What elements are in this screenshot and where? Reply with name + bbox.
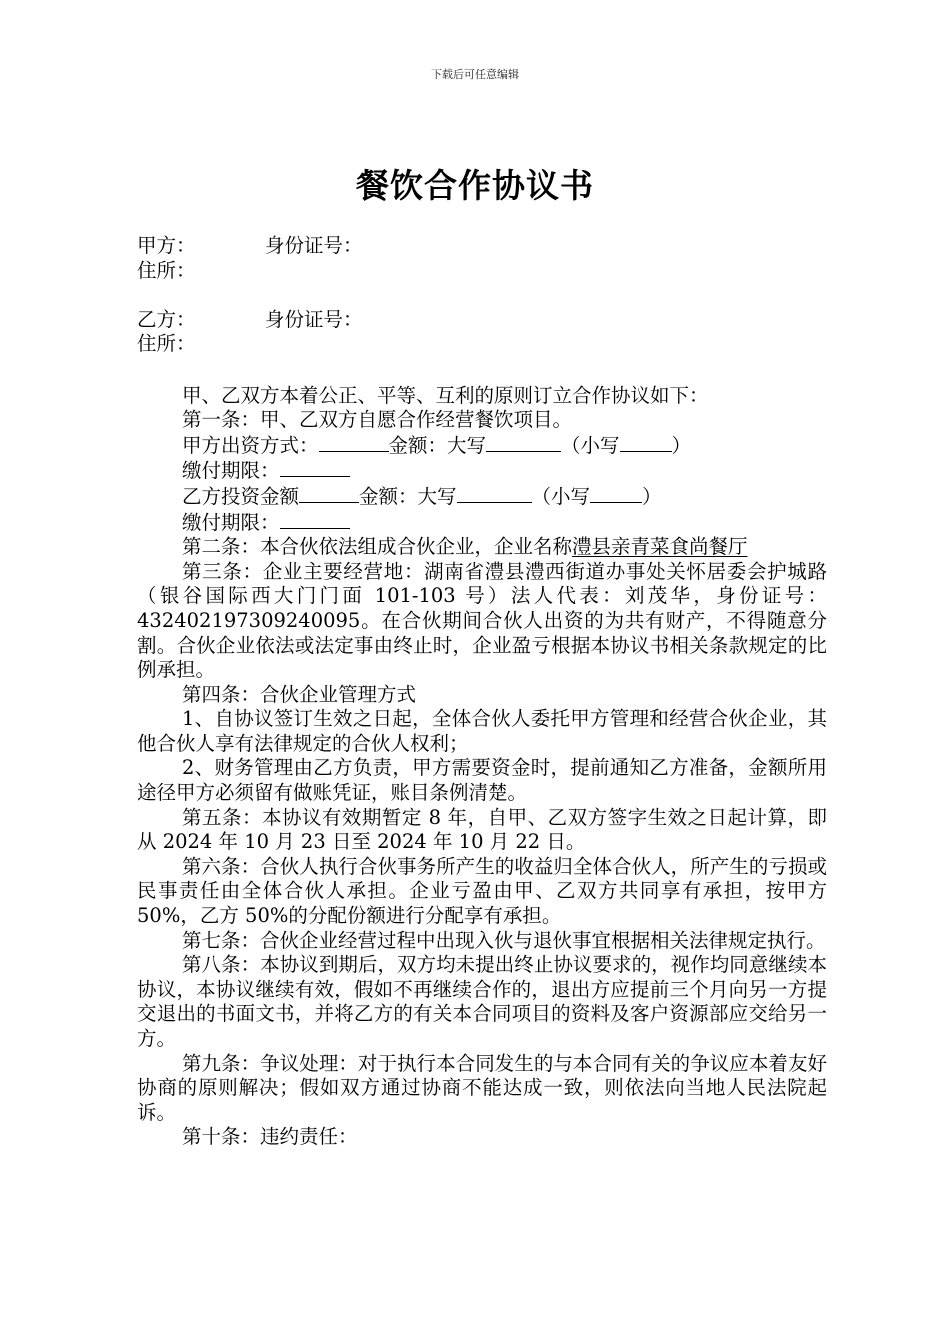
party-a-payment-deadline	[137, 458, 827, 484]
header-note: 下载后可任意编辑	[431, 68, 519, 81]
party-a-small-close: ）	[671, 433, 692, 457]
party-b-address: 住所：	[137, 332, 196, 356]
article-9: 第九条：争议处理：对于执行本合同发生的与本合同有关的争议应本着友好协商的原则解决；假如双方通过协商不能达成一致，则依法向当地人民法院起诉。	[137, 1051, 827, 1124]
enterprise-name: 澧县亲青菜食尚餐厅	[572, 535, 748, 559]
article-10: 第十条：违约责任：	[182, 1125, 358, 1149]
article-5: 第五条：本协议有效期暂定 8 年，自甲、乙双方签字生效之日起计算，即从 2024 年 10 月 23 日至 2024 年 10 月 22 日。	[137, 805, 827, 854]
party-b-payment-deadline	[137, 510, 827, 536]
party-b-invest-prefix: 乙方投资金额	[182, 484, 300, 508]
article-8: 第八条：本协议到期后，双方均未提出终止协议要求的，视作均同意继续本协议，本协议继续有效，假如不再继续合作的，退出方应提前三个月向另一方提交退出的书面文书，并将乙方的有关本合同项目的资料及客户资源部应交给另一方。	[137, 953, 827, 1050]
party-a-id-label: 身份证号：	[265, 234, 363, 257]
blank-field	[280, 510, 350, 529]
party-a-small-open: （小写	[561, 433, 620, 457]
party-b-label: 乙方：	[137, 307, 196, 331]
party-b-small-open: （小写	[531, 484, 591, 508]
article-4-item-2: 2、财务管理由乙方负责，甲方需要资金时，提前通知乙方准备，金额所用途径甲方必须留有做账凭证，账目条例清楚。	[137, 756, 827, 805]
blank-field	[486, 433, 561, 452]
document-body	[137, 234, 827, 1150]
party-b-amount-label: 金额：大写	[359, 484, 457, 508]
payment-deadline-label: 缴付期限：	[182, 459, 280, 483]
party-a-line	[137, 234, 827, 259]
document-title: 餐饮合作协议书	[356, 166, 594, 205]
blank-field	[457, 484, 532, 503]
article-2-text: 第二条：本合伙依法组成合伙企业，企业名称	[182, 535, 573, 559]
article-1: 第一条：甲、乙双方自愿合作经营餐饮项目。	[182, 408, 573, 432]
party-a-invest-prefix: 甲方出资方式：	[182, 433, 319, 457]
party-a-amount-label: 金额：大写	[388, 433, 487, 457]
blank-field	[319, 433, 389, 452]
party-a-label: 甲方：	[137, 234, 196, 257]
blank-field	[299, 484, 359, 503]
party-b-id-label: 身份证号：	[265, 307, 363, 331]
blank-field	[590, 484, 642, 503]
payment-deadline-label: 缴付期限：	[182, 510, 280, 534]
party-b-line	[137, 308, 827, 333]
article-3: 第三条：企业主要经营地：湖南省澧县澧西街道办事处关怀居委会护城路（银谷国际西大门门面 101-103 号）法人代表：刘茂华，身份证号：432402197309240095。在合伙期间合伙人出资的为共有财产，不得随意分割。合伙企业依法或法定事由终止时，企业盈亏根据本协议书相关条款规定的比例承担。	[137, 559, 827, 682]
article-4-item-1: 1、自协议签订生效之日起，全体合伙人委托甲方管理和经营合伙企业，其他合伙人享有法律规定的合伙人权利；	[137, 707, 827, 755]
blank-field	[280, 458, 350, 477]
party-b-investment-line	[137, 484, 827, 510]
intro-paragraph: 甲、乙双方本着公正、平等、互利的原则订立合作协议如下：	[182, 383, 709, 407]
party-a-address: 住所：	[137, 258, 196, 282]
blank-field	[620, 433, 672, 452]
article-7: 第七条：合伙企业经营过程中出现入伙与退伙事宜根据相关法律规定执行。	[182, 928, 826, 952]
party-b-small-close: ）	[642, 484, 662, 508]
article-2	[137, 535, 827, 560]
article-4: 第四条：合伙企业管理方式	[182, 682, 417, 706]
article-6: 第六条：合伙人执行合伙事务所产生的收益归全体合伙人，所产生的亏损或民事责任由全体合伙人承担。企业亏盈由甲、乙双方共同享有承担，按甲方 50%，乙方 50%的分配份额进行分配享有承担。	[137, 854, 827, 928]
party-a-investment-line	[137, 433, 827, 459]
